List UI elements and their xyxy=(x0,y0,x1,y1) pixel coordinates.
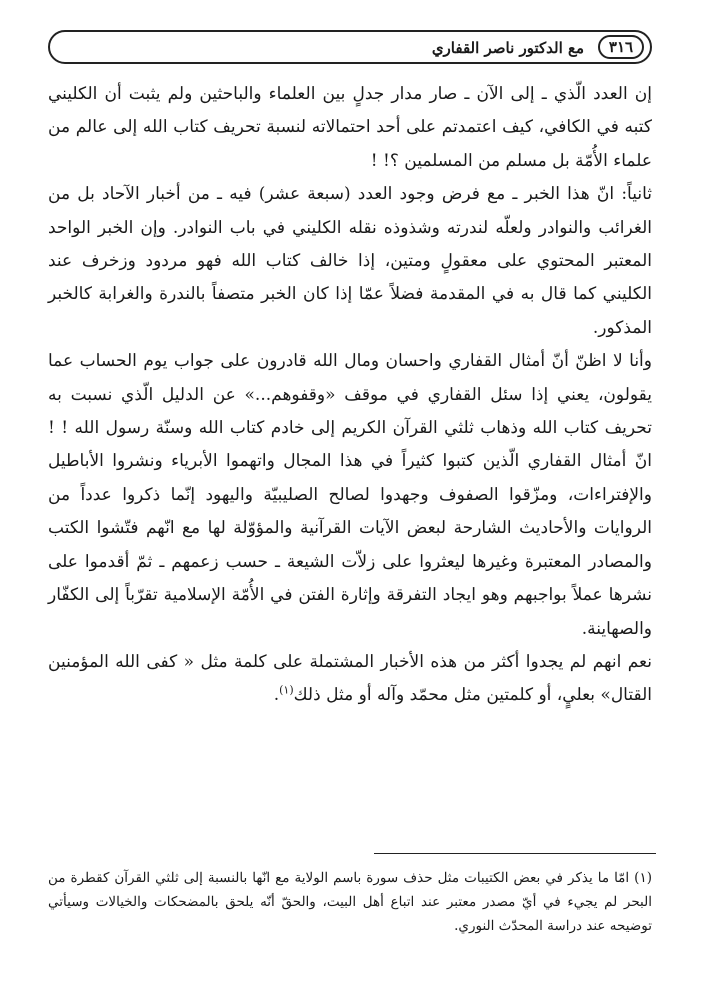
footnote-1: (١) امّا ما يذكر في بعض الكتيبات مثل حذف سورة باسم الولاية مع انّها بالنسبة إلى ثلثي القرآن كقطرة من البحر لم يجيء في أيّ مصدر معتبر عند اتباع أهل البيت، والحقّ أنّه يلحق بالمضحكات والخيالات وسيأتي توضيحه عند دراسة المحدّث النوري. xyxy=(48,870,652,934)
paragraph-2: ثانياً: انّ هذا الخبر ـ مع فرض وجود العدد (سبعة عشر) فيه ـ من أخبار الآحاد بل من الغرائب والنوادر ولعلّه لندرته وشذوذه نقله الكليني في باب النوادر. وإن الخبر الواحد المعتبر المحتوي على معقولٍ ومتين، إذا خالف كتاب الله فهو مردود وزخرف عند الكليني كما قال به في المقدمة فضلاً عمّا إذا كان الخبر متصفاً بالندرة والغرابة كالخبر المذكور. xyxy=(48,184,652,338)
page-header xyxy=(48,30,652,64)
paragraph-4-end: . xyxy=(273,685,280,706)
footnotes xyxy=(48,866,652,938)
footnote-reference: (١) xyxy=(279,683,294,697)
running-title: مع الدكتور ناصر القفاري xyxy=(431,39,584,57)
paragraph-4 xyxy=(48,646,652,713)
paragraph-4-text: نعم انهم لم يجدوا أكثر من هذه الأخبار المشتملة على كلمة مثل « كفى الله المؤمنين القتال» بعليٍ، أو كلمتين مثل محمّد وآله أو مثل ذلك xyxy=(48,651,652,706)
paragraph-1: إن العدد الّذي ـ إلى الآن ـ صار مدار جدلٍ بين العلماء والباحثين ولم يثبت أن الكليني كتبه في الكافي، كيف اعتمدتم على أحد احتمالاته لنسبة تحريف كتاب الله إلى عالم من علماء الأُمّة بل مسلم من المسلمين ؟! ! xyxy=(48,84,652,171)
page-number: ٣١٦ xyxy=(598,35,644,59)
footnote-divider xyxy=(374,853,656,854)
paragraph-3: وأنا لا اظنّ أنّ أمثال القفاري واحسان ومال الله قادرون على جواب يوم الحساب عما يقولون، يعني إذا سئل القفاري في موقف «وقفوهم...» عن الدليل الّذي نسبت به تحريف كتاب الله وذهاب ثلثي القرآن الكريم إلى خادم كتاب الله وسنّة رسول الله ! ! انّ أمثال القفاري الّذين كتبوا كثيراً في هذا المجال واتهموا الأبرياء ونشروا الأباطيل والإفتراءات، ومزّقوا الصفوف وجهدوا لصالح الصليبيّة واليهود إنّما ذكروا عدداً من الروايات والأحاديث الشارحة لبعض الآيات القرآنية والمؤوّلة لها مع انّهم فتّشوا الكتب والمصادر المعتبرة وغيرها ليعثروا على زلاّت الشيعة ـ حسب زعمهم ـ ثمّ أقدموا على نشرها عملاً بواجبهم وهو ايجاد التفرقة وإثارة الفتن في الأُمّة الإسلامية تقرّباً إلى الكفّار والصهاينة. xyxy=(48,351,652,639)
main-text xyxy=(48,78,652,713)
